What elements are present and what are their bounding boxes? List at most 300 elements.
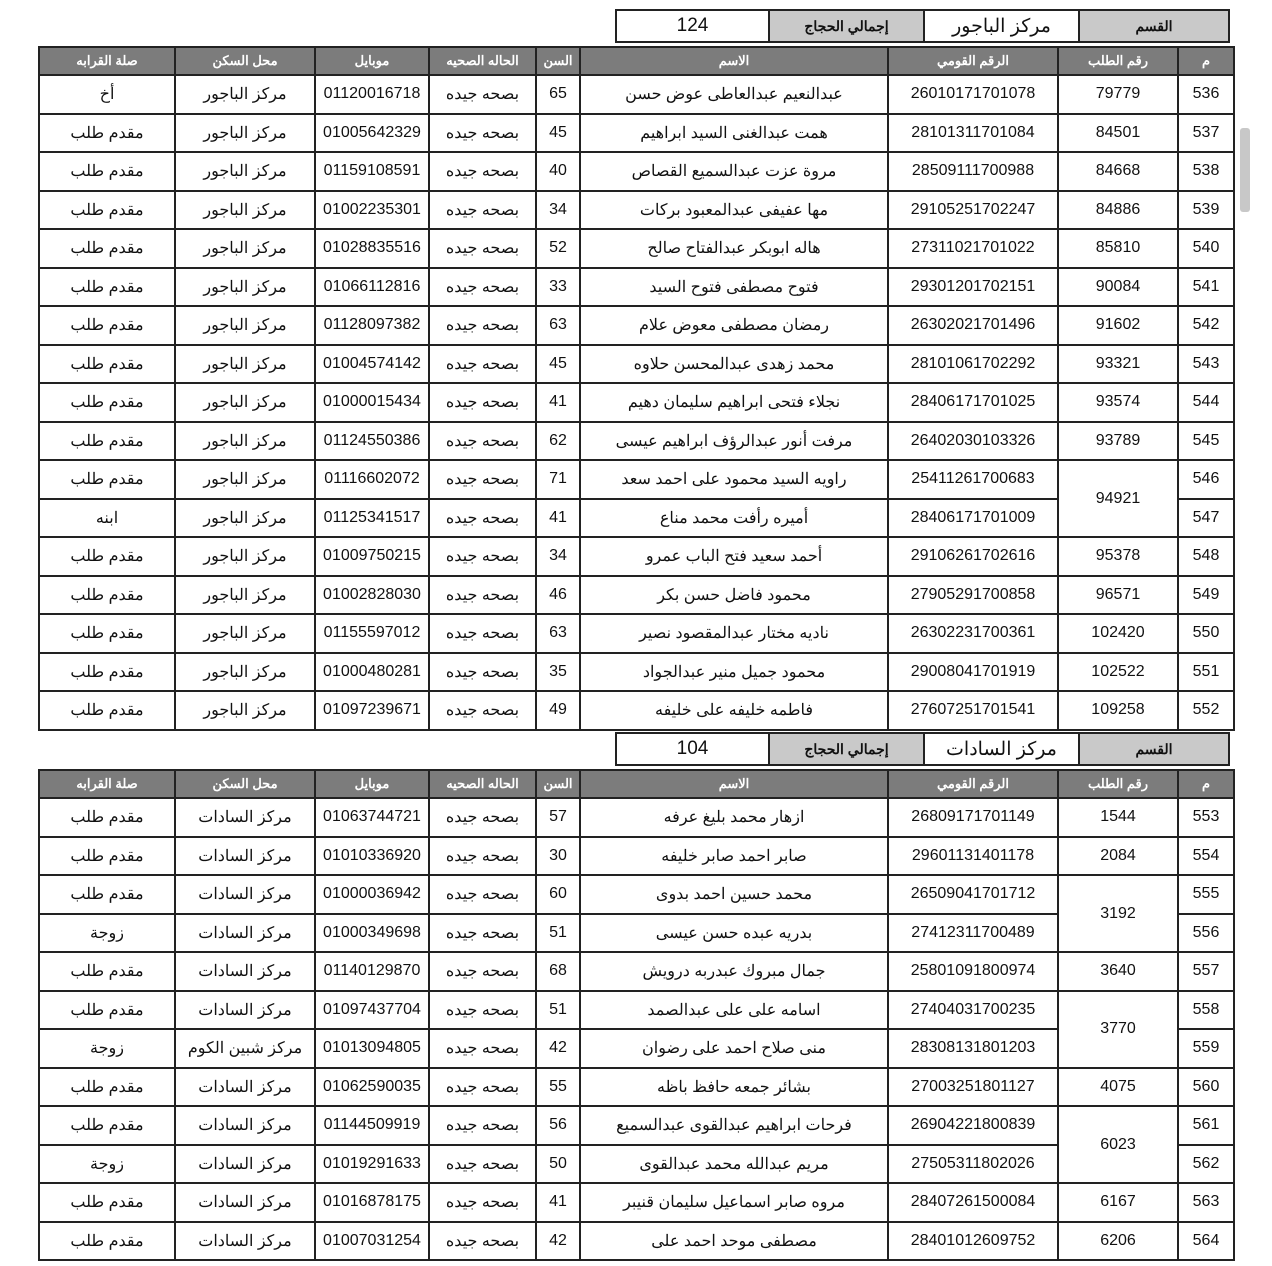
cell-request-no: 2084 [1058,837,1178,876]
cell-health: بصحه جيده [429,837,536,876]
cell-age: 41 [536,1183,580,1222]
cell-mobile: 01144509919 [315,1106,429,1145]
cell-residence: مركز الباجور [175,229,315,268]
column-header-residence: محل السكن [175,47,315,75]
cell-request-no: 95378 [1058,537,1178,576]
cell-mobile: 01000480281 [315,653,429,692]
cell-m: 564 [1178,1222,1234,1261]
cell-request-no: 84886 [1058,191,1178,230]
cell-relation: مقدم طلب [39,114,175,153]
cell-relation: مقدم طلب [39,952,175,991]
cell-name: بدريه عبده حسن عيسى [580,914,888,953]
cell-health: بصحه جيده [429,114,536,153]
cell-relation: أخ [39,75,175,114]
cell-name: مرفت أنور عبدالرؤف ابراهيم عيسى [580,422,888,461]
cell-age: 57 [536,798,580,837]
cell-national-id: 27905291700858 [888,576,1058,615]
total-value: 104 [617,734,768,764]
cell-national-id: 26402030103326 [888,422,1058,461]
cell-name: فتوح مصطفى فتوح السيد [580,268,888,307]
cell-relation: مقدم طلب [39,152,175,191]
cell-relation: ابنه [39,499,175,538]
cell-name: اسامه على على عبدالصمد [580,991,888,1030]
cell-health: بصحه جيده [429,383,536,422]
cell-age: 65 [536,75,580,114]
cell-relation: مقدم طلب [39,1068,175,1107]
cell-age: 51 [536,914,580,953]
cell-m: 553 [1178,798,1234,837]
cell-m: 537 [1178,114,1234,153]
cell-residence: مركز السادات [175,952,315,991]
cell-name: همت عبدالغنى السيد ابراهيم [580,114,888,153]
cell-residence: مركز الباجور [175,537,315,576]
cell-name: راويه السيد محمود على احمد سعد [580,460,888,499]
cell-mobile: 01140129870 [315,952,429,991]
cell-age: 55 [536,1068,580,1107]
cell-residence: مركز السادات [175,1145,315,1184]
cell-relation: مقدم طلب [39,1222,175,1261]
table-row [39,229,1234,268]
cell-mobile: 01120016718 [315,75,429,114]
cell-name: محمود فاضل حسن بكر [580,576,888,615]
cell-age: 34 [536,537,580,576]
cell-health: بصحه جيده [429,576,536,615]
cell-m: 545 [1178,422,1234,461]
cell-health: بصحه جيده [429,537,536,576]
cell-m: 540 [1178,229,1234,268]
cell-m: 550 [1178,614,1234,653]
cell-health: بصحه جيده [429,653,536,692]
cell-request-no: 79779 [1058,75,1178,114]
cell-m: 539 [1178,191,1234,230]
cell-mobile: 01124550386 [315,422,429,461]
cell-residence: مركز الباجور [175,75,315,114]
column-header-name: الاسم [580,47,888,75]
cell-age: 68 [536,952,580,991]
cell-age: 49 [536,691,580,730]
cell-age: 56 [536,1106,580,1145]
cell-health: بصحه جيده [429,1222,536,1261]
cell-national-id: 28308131801203 [888,1029,1058,1068]
cell-health: بصحه جيده [429,798,536,837]
cell-relation: مقدم طلب [39,798,175,837]
cell-request-no: 4075 [1058,1068,1178,1107]
cell-request-no: 3192 [1058,875,1178,952]
cell-name: مروة عزت عبدالسميع القصاص [580,152,888,191]
cell-name: مصطفى موحد احمد على [580,1222,888,1261]
cell-mobile: 01000349698 [315,914,429,953]
cell-m: 541 [1178,268,1234,307]
cell-mobile: 01128097382 [315,306,429,345]
table-row [39,914,1234,953]
cell-mobile: 01000036942 [315,875,429,914]
cell-mobile: 01125341517 [315,499,429,538]
cell-age: 30 [536,837,580,876]
column-header-mobile: موبايل [315,47,429,75]
table-row [39,1106,1234,1145]
cell-relation: مقدم طلب [39,1183,175,1222]
cell-residence: مركز الباجور [175,422,315,461]
cell-relation: مقدم طلب [39,653,175,692]
cell-request-no: 96571 [1058,576,1178,615]
cell-relation: مقدم طلب [39,345,175,384]
table-row [39,422,1234,461]
section-value: مركز الباجور [923,11,1078,41]
cell-request-no: 90084 [1058,268,1178,307]
cell-age: 33 [536,268,580,307]
column-header-relation: صلة القرابه [39,47,175,75]
cell-m: 557 [1178,952,1234,991]
table-row [39,1145,1234,1184]
cell-national-id: 26302231700361 [888,614,1058,653]
pilgrims-table [38,46,1235,731]
table-row [39,268,1234,307]
cell-name: نجلاء فتحى ابراهيم سليمان دهيم [580,383,888,422]
cell-residence: مركز الباجور [175,653,315,692]
cell-mobile: 01016878175 [315,1183,429,1222]
cell-age: 45 [536,345,580,384]
cell-mobile: 01010336920 [315,837,429,876]
cell-request-no: 102420 [1058,614,1178,653]
cell-age: 52 [536,229,580,268]
cell-age: 60 [536,875,580,914]
cell-residence: مركز الباجور [175,460,315,499]
cell-relation: مقدم طلب [39,837,175,876]
cell-national-id: 28401012609752 [888,1222,1058,1261]
cell-relation: مقدم طلب [39,383,175,422]
cell-age: 50 [536,1145,580,1184]
cell-request-no: 93321 [1058,345,1178,384]
cell-residence: مركز السادات [175,1068,315,1107]
cell-mobile: 01002235301 [315,191,429,230]
total-label: إجمالي الحجاج [768,734,923,764]
cell-relation: مقدم طلب [39,422,175,461]
table-row [39,653,1234,692]
cell-national-id: 28509111700988 [888,152,1058,191]
cell-national-id: 29601131401178 [888,837,1058,876]
cell-m: 542 [1178,306,1234,345]
cell-relation: مقدم طلب [39,537,175,576]
table-row [39,576,1234,615]
cell-request-no: 6167 [1058,1183,1178,1222]
column-header-age: السن [536,47,580,75]
cell-mobile: 01159108591 [315,152,429,191]
cell-name: محمد زهدى عبدالمحسن حلاوه [580,345,888,384]
cell-name: ناديه مختار عبدالمقصود نصير [580,614,888,653]
cell-request-no: 102522 [1058,653,1178,692]
cell-age: 63 [536,306,580,345]
cell-residence: مركز السادات [175,875,315,914]
total-label: إجمالي الحجاج [768,11,923,41]
cell-residence: مركز السادات [175,914,315,953]
section-label: القسم [1078,11,1228,41]
table-row [39,460,1234,499]
cell-mobile: 01155597012 [315,614,429,653]
cell-national-id: 27404031700235 [888,991,1058,1030]
cell-name: مروه صابر اسماعيل سليمان قنيبر [580,1183,888,1222]
cell-age: 42 [536,1029,580,1068]
cell-m: 548 [1178,537,1234,576]
column-header-m: م [1178,770,1234,798]
cell-health: بصحه جيده [429,875,536,914]
cell-relation: مقدم طلب [39,191,175,230]
cell-mobile: 01000015434 [315,383,429,422]
cell-age: 46 [536,576,580,615]
column-header-mobile: موبايل [315,770,429,798]
cell-age: 63 [536,614,580,653]
table-row [39,691,1234,730]
cell-health: بصحه جيده [429,1145,536,1184]
cell-national-id: 26302021701496 [888,306,1058,345]
table-row [39,875,1234,914]
cell-national-id: 25411261700683 [888,460,1058,499]
cell-m: 536 [1178,75,1234,114]
cell-request-no: 93574 [1058,383,1178,422]
cell-mobile: 01066112816 [315,268,429,307]
cell-health: بصحه جيده [429,345,536,384]
cell-health: بصحه جيده [429,268,536,307]
cell-relation: مقدم طلب [39,268,175,307]
table-row [39,345,1234,384]
table-row [39,837,1234,876]
cell-request-no: 91602 [1058,306,1178,345]
cell-residence: مركز الباجور [175,152,315,191]
cell-name: صابر احمد صابر خليفه [580,837,888,876]
section-label: القسم [1078,734,1228,764]
scrollbar-thumb[interactable] [1240,128,1250,212]
cell-request-no: 94921 [1058,460,1178,537]
table-row [39,1029,1234,1068]
column-header-name: الاسم [580,770,888,798]
table-row [39,952,1234,991]
cell-relation: مقدم طلب [39,1106,175,1145]
cell-name: محمود جميل منير عبدالجواد [580,653,888,692]
cell-national-id: 26809171701149 [888,798,1058,837]
cell-national-id: 27412311700489 [888,914,1058,953]
table-row [39,1183,1234,1222]
cell-national-id: 29106261702616 [888,537,1058,576]
section-value: مركز السادات [923,734,1078,764]
cell-name: أحمد سعيد فتح الباب عمرو [580,537,888,576]
cell-request-no: 6023 [1058,1106,1178,1183]
total-value: 124 [617,11,768,41]
section-summary [615,9,1230,43]
cell-national-id: 26904221800839 [888,1106,1058,1145]
cell-residence: مركز السادات [175,1183,315,1222]
cell-residence: مركز الباجور [175,499,315,538]
header-row [39,770,1234,798]
cell-age: 45 [536,114,580,153]
column-header-m: م [1178,47,1234,75]
cell-m: 554 [1178,837,1234,876]
cell-request-no: 84668 [1058,152,1178,191]
cell-national-id: 27607251701541 [888,691,1058,730]
cell-name: أميره رأفت محمد مناع [580,499,888,538]
cell-age: 71 [536,460,580,499]
column-header-national-id: الرقم القومي [888,770,1058,798]
cell-mobile: 01063744721 [315,798,429,837]
cell-health: بصحه جيده [429,191,536,230]
cell-m: 561 [1178,1106,1234,1145]
cell-health: بصحه جيده [429,1183,536,1222]
cell-national-id: 28101311701084 [888,114,1058,153]
cell-residence: مركز الباجور [175,268,315,307]
cell-m: 555 [1178,875,1234,914]
cell-residence: مركز الباجور [175,306,315,345]
cell-name: فرحات ابراهيم عبدالقوى عبدالسميع [580,1106,888,1145]
cell-residence: مركز الباجور [175,691,315,730]
cell-request-no: 3640 [1058,952,1178,991]
cell-m: 560 [1178,1068,1234,1107]
cell-mobile: 01062590035 [315,1068,429,1107]
cell-request-no: 93789 [1058,422,1178,461]
cell-mobile: 01005642329 [315,114,429,153]
cell-residence: مركز الباجور [175,383,315,422]
cell-national-id: 28406171701009 [888,499,1058,538]
cell-m: 563 [1178,1183,1234,1222]
table-row [39,306,1234,345]
cell-age: 34 [536,191,580,230]
cell-age: 62 [536,422,580,461]
cell-name: محمد حسين احمد بدوى [580,875,888,914]
cell-health: بصحه جيده [429,75,536,114]
cell-national-id: 29301201702151 [888,268,1058,307]
cell-national-id: 27003251801127 [888,1068,1058,1107]
cell-m: 544 [1178,383,1234,422]
cell-relation: زوجة [39,1029,175,1068]
cell-health: بصحه جيده [429,952,536,991]
cell-request-no: 3770 [1058,991,1178,1068]
cell-national-id: 25801091800974 [888,952,1058,991]
cell-m: 556 [1178,914,1234,953]
table-row [39,1222,1234,1261]
cell-name: بشائر جمعه حافظ باظه [580,1068,888,1107]
cell-m: 562 [1178,1145,1234,1184]
cell-request-no: 85810 [1058,229,1178,268]
table-row [39,537,1234,576]
cell-m: 547 [1178,499,1234,538]
cell-residence: مركز الباجور [175,114,315,153]
cell-mobile: 01002828030 [315,576,429,615]
cell-relation: زوجة [39,914,175,953]
cell-national-id: 27311021701022 [888,229,1058,268]
cell-m: 551 [1178,653,1234,692]
cell-mobile: 01004574142 [315,345,429,384]
table-row [39,798,1234,837]
column-header-request-no: رقم الطلب [1058,47,1178,75]
cell-relation: مقدم طلب [39,991,175,1030]
table-row [39,114,1234,153]
table-row [39,614,1234,653]
cell-name: فاطمه خليفه على خليفه [580,691,888,730]
cell-health: بصحه جيده [429,499,536,538]
cell-residence: مركز الباجور [175,576,315,615]
column-header-request-no: رقم الطلب [1058,770,1178,798]
cell-request-no: 6206 [1058,1222,1178,1261]
cell-residence: مركز السادات [175,1106,315,1145]
table-row [39,991,1234,1030]
cell-health: بصحه جيده [429,422,536,461]
cell-age: 42 [536,1222,580,1261]
cell-residence: مركز السادات [175,798,315,837]
cell-name: جمال مبروك عبدربه درويش [580,952,888,991]
cell-residence: مركز الباجور [175,191,315,230]
cell-age: 41 [536,499,580,538]
cell-health: بصحه جيده [429,229,536,268]
cell-health: بصحه جيده [429,152,536,191]
cell-relation: مقدم طلب [39,614,175,653]
cell-relation: مقدم طلب [39,875,175,914]
cell-relation: زوجة [39,1145,175,1184]
cell-m: 552 [1178,691,1234,730]
table-row [39,499,1234,538]
section-summary [615,732,1230,766]
cell-name: هاله ابوبكر عبدالفتاح صالح [580,229,888,268]
cell-residence: مركز السادات [175,1222,315,1261]
cell-request-no: 1544 [1058,798,1178,837]
cell-residence: مركز شبين الكوم [175,1029,315,1068]
cell-m: 538 [1178,152,1234,191]
cell-national-id: 28407261500084 [888,1183,1058,1222]
cell-relation: مقدم طلب [39,460,175,499]
cell-mobile: 01028835516 [315,229,429,268]
cell-relation: مقدم طلب [39,229,175,268]
cell-request-no: 109258 [1058,691,1178,730]
cell-residence: مركز الباجور [175,614,315,653]
cell-residence: مركز السادات [175,837,315,876]
cell-national-id: 26509041701712 [888,875,1058,914]
cell-national-id: 27505311802026 [888,1145,1058,1184]
table-row [39,191,1234,230]
header-row [39,47,1234,75]
cell-national-id: 28406171701025 [888,383,1058,422]
column-header-national-id: الرقم القومي [888,47,1058,75]
cell-relation: مقدم طلب [39,691,175,730]
cell-mobile: 01019291633 [315,1145,429,1184]
cell-health: بصحه جيده [429,614,536,653]
column-header-health: الحاله الصحيه [429,47,536,75]
cell-name: منى صلاح احمد على رضوان [580,1029,888,1068]
cell-name: مها عفيفى عبدالمعبود بركات [580,191,888,230]
cell-relation: مقدم طلب [39,306,175,345]
cell-health: بصحه جيده [429,1068,536,1107]
cell-health: بصحه جيده [429,914,536,953]
table-row [39,75,1234,114]
cell-mobile: 01013094805 [315,1029,429,1068]
cell-relation: مقدم طلب [39,576,175,615]
cell-age: 40 [536,152,580,191]
cell-residence: مركز السادات [175,991,315,1030]
table-row [39,383,1234,422]
cell-national-id: 28101061702292 [888,345,1058,384]
cell-name: رمضان مصطفى معوض علام [580,306,888,345]
cell-residence: مركز الباجور [175,345,315,384]
cell-mobile: 01097437704 [315,991,429,1030]
pilgrims-table [38,769,1235,1261]
table-row [39,152,1234,191]
cell-health: بصحه جيده [429,306,536,345]
table-row [39,1068,1234,1107]
cell-m: 543 [1178,345,1234,384]
cell-m: 549 [1178,576,1234,615]
cell-m: 558 [1178,991,1234,1030]
cell-age: 51 [536,991,580,1030]
cell-request-no: 84501 [1058,114,1178,153]
cell-m: 559 [1178,1029,1234,1068]
cell-national-id: 29008041701919 [888,653,1058,692]
column-header-relation: صلة القرابه [39,770,175,798]
cell-health: بصحه جيده [429,991,536,1030]
